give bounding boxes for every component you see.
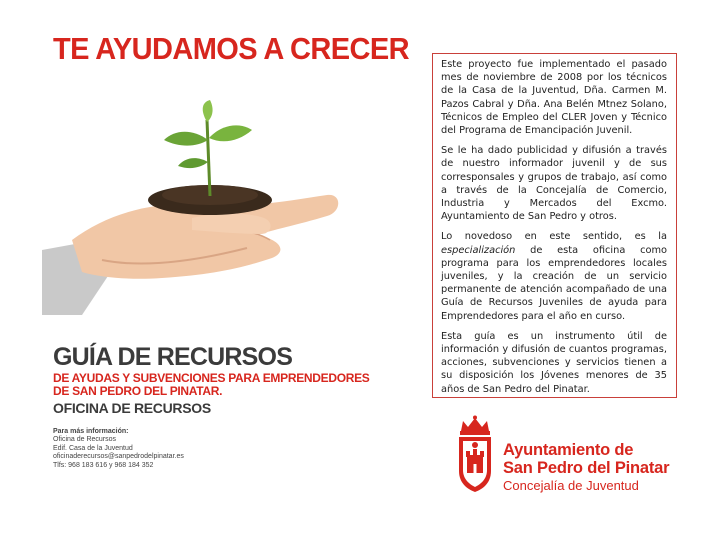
leaf xyxy=(164,132,208,146)
contact-email: oficinaderecursos@sanpedrodelpinatar.es xyxy=(53,453,184,461)
novelty-text-end: de esta oficina como programa para los emprendedores locales juveniles, y la creación de un servicio permanente de atención acompañado de una Guía de Recursos Juveniles de ayuda para Emprendedores para el año en curso. xyxy=(441,244,667,322)
contact-line: Oficina de Recursos xyxy=(53,436,117,444)
hand-with-seedling-image xyxy=(42,100,342,315)
guide-subtitle-line: DE AYUDAS Y SUBVENCIONES PARA EMPRENDEDORES xyxy=(53,371,370,385)
contact-phones: Tlfs: 968 183 616 y 968 184 352 xyxy=(53,461,154,469)
poster-headline: TE AYUDAMOS A CRECER xyxy=(53,33,409,67)
logo-department: Concejalía de Juventud xyxy=(503,478,639,493)
novelty-text-start: Lo novedoso en este sentido, es la xyxy=(441,231,667,243)
coat-of-arms-icon xyxy=(455,415,495,493)
paragraph-novelty xyxy=(441,230,667,322)
logo-line: Ayuntamiento de xyxy=(503,441,634,459)
novelty-emphasis: especialización xyxy=(441,244,516,256)
ayuntamiento-logo xyxy=(455,415,695,495)
thumb xyxy=(192,214,271,235)
contact-heading: Para más información: xyxy=(53,428,129,435)
paragraph-publicity: Se le ha dado publicidad y difusión a través de nuestro informador juvenil y de sus corresponsales y grupos de trabajo, así como a través de la Concejalía de Comercio, Industria y Mercados del Excmo. Ayuntamiento de San Pedro y otros. xyxy=(441,145,667,223)
guide-subtitle xyxy=(53,372,370,397)
leaf xyxy=(209,125,252,141)
logo-line: San Pedro del Pinatar xyxy=(503,459,670,477)
contact-info xyxy=(53,428,184,470)
paragraph-project: Este proyecto fue implementado el pasado mes de noviembre de 2008 por los técnicos de la Casa de la Juventud, Dña. Carmen M. Pazos Cabral y Dña. Ana Belén Mtnez Solano, Técnicos de Empleo del CLER Joven y Técnico del Programa de Emancipación Juvenil. xyxy=(441,59,667,137)
description-textbox xyxy=(432,53,677,398)
guide-title: GUÍA DE RECURSOS xyxy=(53,343,293,371)
leaf xyxy=(203,100,213,122)
guide-office-label: OFICINA DE RECURSOS xyxy=(53,400,211,416)
guide-subtitle-line: DE SAN PEDRO DEL PINATAR. xyxy=(53,383,223,398)
paragraph-guide: Esta guía es un instrumento útil de información y difusión de cuantos programas, acciones, subvenciones y servicios tienen a su disposición los Jóvenes menores de 35 años de San Pedro del Pinatar. xyxy=(441,330,667,395)
contact-line: Edif. Casa de la Juventud xyxy=(53,444,133,452)
leaf xyxy=(178,158,208,168)
stem xyxy=(207,120,210,196)
